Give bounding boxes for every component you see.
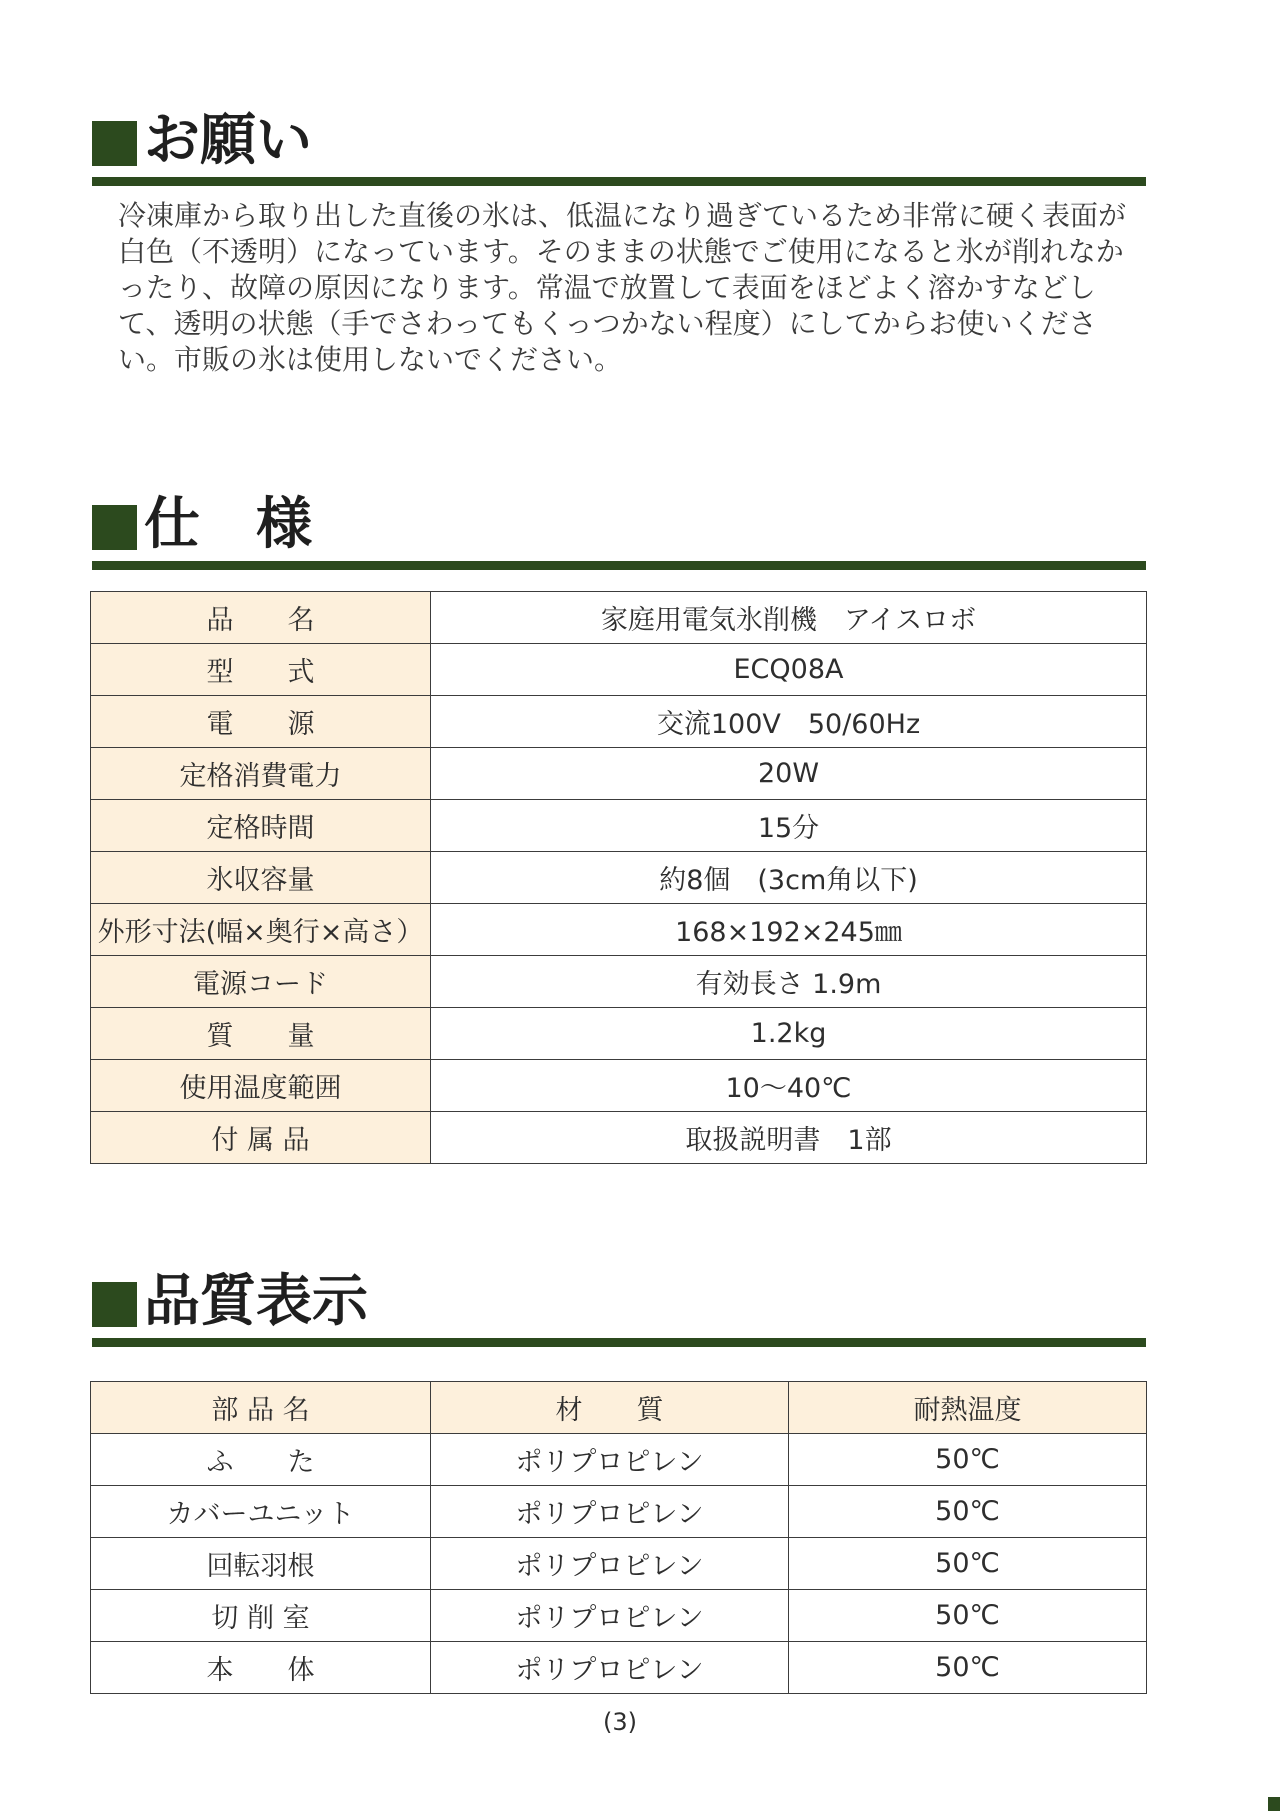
spec-label: 定格消費電力	[91, 748, 431, 800]
material: ポリプロピレン	[431, 1642, 789, 1694]
material: ポリプロピレン	[431, 1538, 789, 1590]
spec-label: 付 属 品	[91, 1112, 431, 1164]
spec-value: 交流100V 50/60Hz	[431, 696, 1147, 748]
heat-resistance: 50℃	[789, 1486, 1147, 1538]
spec-title: 仕 様	[144, 492, 312, 557]
table-row	[91, 1434, 1147, 1486]
spec-label: 電 源	[91, 696, 431, 748]
quality-table	[90, 1381, 1147, 1694]
table-row	[91, 1538, 1147, 1590]
spec-label: 氷収容量	[91, 852, 431, 904]
quality-title: 品質表示	[144, 1269, 368, 1334]
heading-square-marker	[92, 505, 137, 550]
table-row	[91, 904, 1147, 956]
table-row	[91, 1642, 1147, 1694]
table-row	[91, 748, 1147, 800]
spec-label: 外形寸法(幅×奥行×高さ）	[91, 904, 431, 956]
heading-square-marker	[92, 1282, 137, 1327]
corner-marker	[1268, 1797, 1280, 1811]
page-number: (3)	[603, 1708, 637, 1736]
table-row	[91, 852, 1147, 904]
spec-value: 約8個 (3cm角以下)	[431, 852, 1147, 904]
part-name: 本 体	[91, 1642, 431, 1694]
table-row	[91, 1008, 1147, 1060]
part-name: 切 削 室	[91, 1590, 431, 1642]
spec-value: 15分	[431, 800, 1147, 852]
spec-value: 1.2kg	[431, 1008, 1147, 1060]
spec-value: 有効長さ 1.9m	[431, 956, 1147, 1008]
spec-label: 定格時間	[91, 800, 431, 852]
table-row	[91, 644, 1147, 696]
material: ポリプロピレン	[431, 1486, 789, 1538]
heat-resistance: 50℃	[789, 1590, 1147, 1642]
column-header-heat-resistance: 耐熱温度	[789, 1382, 1147, 1434]
heading-square-marker	[92, 121, 137, 166]
notice-title: お願い	[144, 108, 312, 173]
table-row	[91, 1486, 1147, 1538]
spec-table	[90, 591, 1147, 1164]
table-row	[91, 956, 1147, 1008]
heading-rule	[92, 1338, 1146, 1347]
part-name: 回転羽根	[91, 1538, 431, 1590]
table-row	[91, 1112, 1147, 1164]
notice-body: 冷凍庫から取り出した直後の氷は、低温になり過ぎているため非常に硬く表面が白色（不透明）になっています。そのままの状態でご使用になると氷が削れなかったり、故障の原因になります。常温で放置して表面をほどよく溶かすなどして、透明の状態（手でさわってもくっつかない程度）にしてからお使いください。市販の氷は使用しないでください。	[118, 199, 1127, 376]
column-header-material: 材 質	[431, 1382, 789, 1434]
spec-label: 電源コード	[91, 956, 431, 1008]
part-name: カバーユニット	[91, 1486, 431, 1538]
spec-value: 取扱説明書 1部	[431, 1112, 1147, 1164]
spec-label: 使用温度範囲	[91, 1060, 431, 1112]
table-row	[91, 592, 1147, 644]
table-row	[91, 800, 1147, 852]
heading-rule	[92, 177, 1146, 186]
spec-value: 20W	[431, 748, 1147, 800]
spec-value: 168×192×245㎜	[431, 904, 1147, 956]
material: ポリプロピレン	[431, 1434, 789, 1486]
table-row	[91, 696, 1147, 748]
heat-resistance: 50℃	[789, 1434, 1147, 1486]
spec-heading	[92, 481, 1146, 569]
table-row	[91, 1060, 1147, 1112]
table-row	[91, 1590, 1147, 1642]
column-header-part: 部 品 名	[91, 1382, 431, 1434]
part-name: ふ た	[91, 1434, 431, 1486]
spec-label: 質 量	[91, 1008, 431, 1060]
notice-heading	[92, 97, 1146, 185]
spec-label: 品 名	[91, 592, 431, 644]
heat-resistance: 50℃	[789, 1642, 1147, 1694]
spec-label: 型 式	[91, 644, 431, 696]
spec-value: ECQ08A	[431, 644, 1147, 696]
heading-rule	[92, 561, 1146, 570]
material: ポリプロピレン	[431, 1590, 789, 1642]
spec-value: 10～40℃	[431, 1060, 1147, 1112]
table-header-row	[91, 1382, 1147, 1434]
quality-heading	[92, 1258, 1146, 1346]
heat-resistance: 50℃	[789, 1538, 1147, 1590]
spec-value: 家庭用電気氷削機 アイスロボ	[431, 592, 1147, 644]
